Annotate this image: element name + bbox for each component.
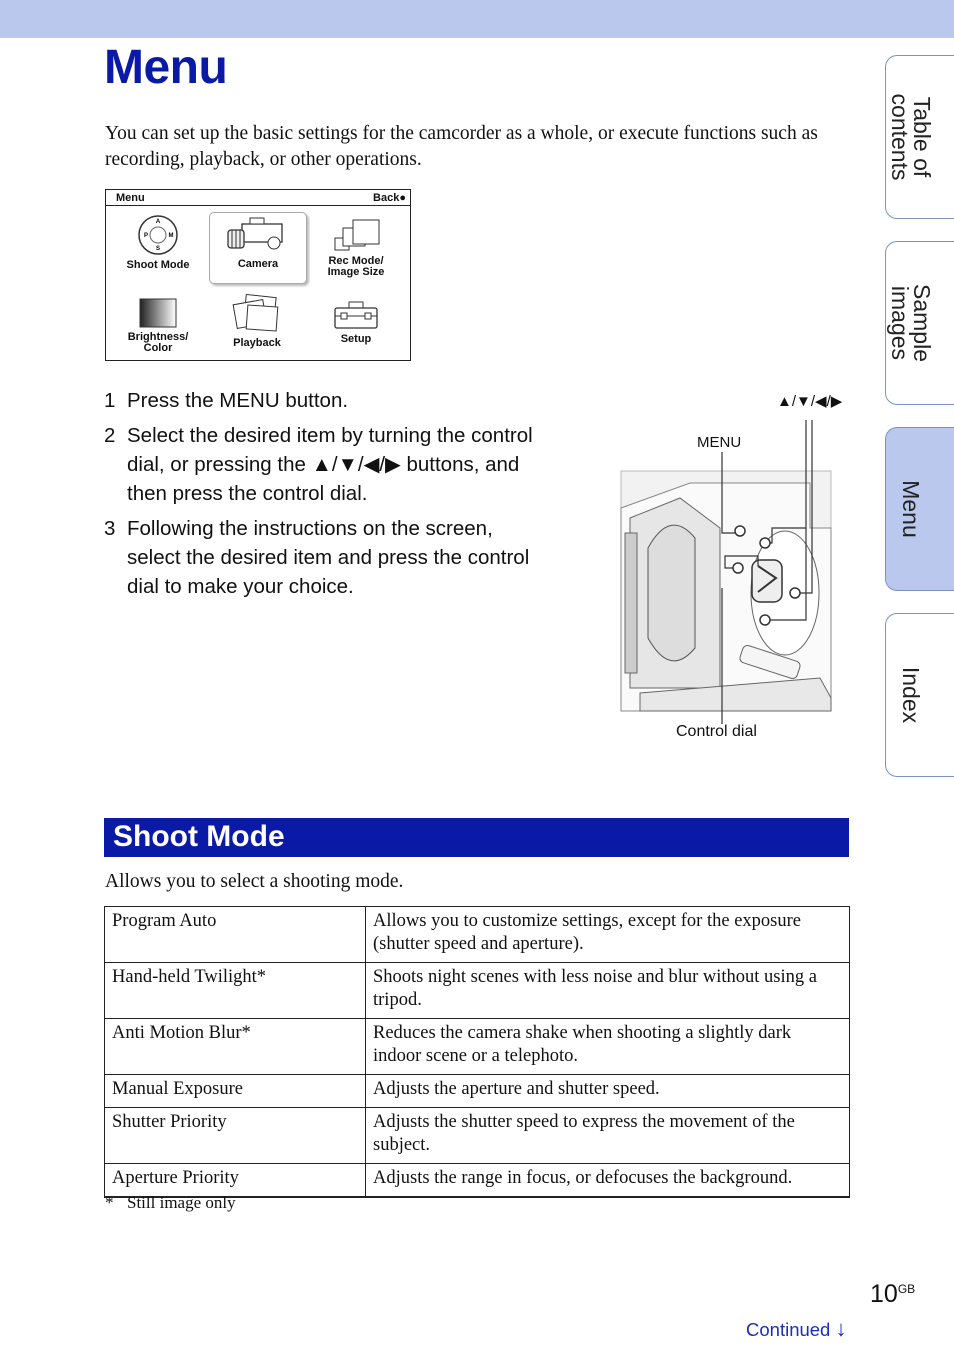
step-2 (104, 421, 534, 508)
brightness-icon (139, 298, 177, 328)
arrow-buttons-label: ▲/▼/◀/▶ (777, 393, 843, 410)
camera-controls-diagram (600, 388, 860, 748)
footnote (105, 1193, 236, 1213)
svg-text:S: S (155, 246, 161, 252)
step-text: Select the desired item by turning the control dial, or pressing the ▲/▼/◀/▶ buttons, and then press the control dial. (127, 424, 533, 505)
down-arrow-icon: ↓ (835, 1316, 847, 1341)
continued-label: Continued (746, 1319, 831, 1340)
menu-screen-back: Back● (373, 192, 406, 204)
menu-item-shoot-mode (110, 214, 206, 271)
menu-item-label: Rec Mode/ Image Size (327, 255, 385, 278)
svg-text:A: A (155, 219, 161, 225)
step-number: 1 (104, 389, 116, 412)
tab-table-of-contents[interactable] (885, 55, 954, 219)
menu-item-label: Setup (340, 333, 372, 345)
section-description: Allows you to select a shooting mode. (105, 871, 404, 892)
section-heading: Shoot Mode (104, 818, 849, 857)
mode-description: Adjusts the shutter speed to express the movement of the subject. (366, 1108, 850, 1164)
step-text: Press the MENU button. (127, 389, 349, 412)
tab-index[interactable] (885, 613, 954, 777)
mode-description: Adjusts the aperture and shutter speed. (366, 1075, 850, 1108)
page-number-value: 10 (870, 1280, 898, 1308)
tab-label: Menu (897, 480, 924, 538)
table-row (105, 1164, 850, 1198)
table-row (105, 907, 850, 963)
mode-name: Shutter Priority (105, 1108, 366, 1164)
shoot-mode-table (104, 906, 850, 1198)
footnote-mark: * (105, 1193, 114, 1212)
footnote-text: Still image only (127, 1193, 236, 1212)
table-row (105, 1108, 850, 1164)
step-text: Following the instructions on the screen, select the desired item and press the control dial to make your choice. (127, 517, 530, 598)
mode-name: Manual Exposure (105, 1075, 366, 1108)
mode-name: Program Auto (105, 907, 366, 963)
tab-label: Index (897, 666, 924, 724)
top-banner (0, 0, 954, 38)
step-1 (104, 386, 534, 415)
page-number (870, 1280, 915, 1309)
svg-text:M: M (168, 233, 174, 239)
mode-dial-icon (137, 214, 179, 256)
instruction-steps (104, 386, 534, 607)
table-row (105, 1075, 850, 1108)
step-number: 2 (104, 424, 116, 447)
mode-name: Hand-held Twilight* (105, 963, 366, 1019)
mode-name: Aperture Priority (105, 1164, 366, 1198)
menu-item-playback (209, 294, 305, 349)
toolbox-icon (331, 300, 381, 330)
menu-item-brightness (110, 298, 206, 354)
photos-icon (229, 294, 285, 334)
step-3 (104, 514, 534, 601)
mode-name: Anti Motion Blur* (105, 1019, 366, 1075)
menu-item-label: Brightness/ Color (127, 331, 189, 354)
menu-button-label: MENU (697, 434, 742, 451)
tab-label: Sample images (886, 284, 935, 362)
menu-item-label: Playback (233, 337, 281, 349)
mode-description: Reduces the camera shake when shooting a slightly dark indoor scene or a telephoto. (366, 1019, 850, 1075)
step-number: 3 (104, 517, 116, 540)
page-title: Menu (104, 41, 228, 94)
table-row (105, 1019, 850, 1075)
menu-item-label: Shoot Mode (126, 259, 190, 271)
menu-item-rec-mode (308, 218, 404, 278)
menu-screen-illustration (105, 189, 411, 361)
mode-description: Allows you to customize settings, except for the exposure (shutter speed and aperture). (366, 907, 850, 963)
tab-label: Table of contents (886, 93, 935, 181)
menu-screen-title: Menu (116, 192, 145, 204)
intro-paragraph: You can set up the basic settings for the camcorder as a whole, or execute functions such as recording, playback, or other operations. (105, 123, 818, 170)
image-size-icon (331, 218, 381, 252)
table-row (105, 963, 850, 1019)
mode-description: Adjusts the range in focus, or defocuses the background. (366, 1164, 850, 1198)
menu-item-camera (209, 212, 307, 284)
camcorder-icon (226, 215, 290, 255)
menu-item-setup (308, 300, 404, 345)
continued-link[interactable] (746, 1316, 846, 1342)
tab-sample-images[interactable] (885, 241, 954, 405)
page-suffix: GB (897, 1282, 916, 1296)
tab-menu[interactable] (885, 427, 954, 591)
svg-text:P: P (143, 233, 149, 239)
menu-item-label: Camera (237, 258, 279, 270)
mode-description: Shoots night scenes with less noise and blur without using a tripod. (366, 963, 850, 1019)
control-dial-label: Control dial (676, 723, 757, 740)
